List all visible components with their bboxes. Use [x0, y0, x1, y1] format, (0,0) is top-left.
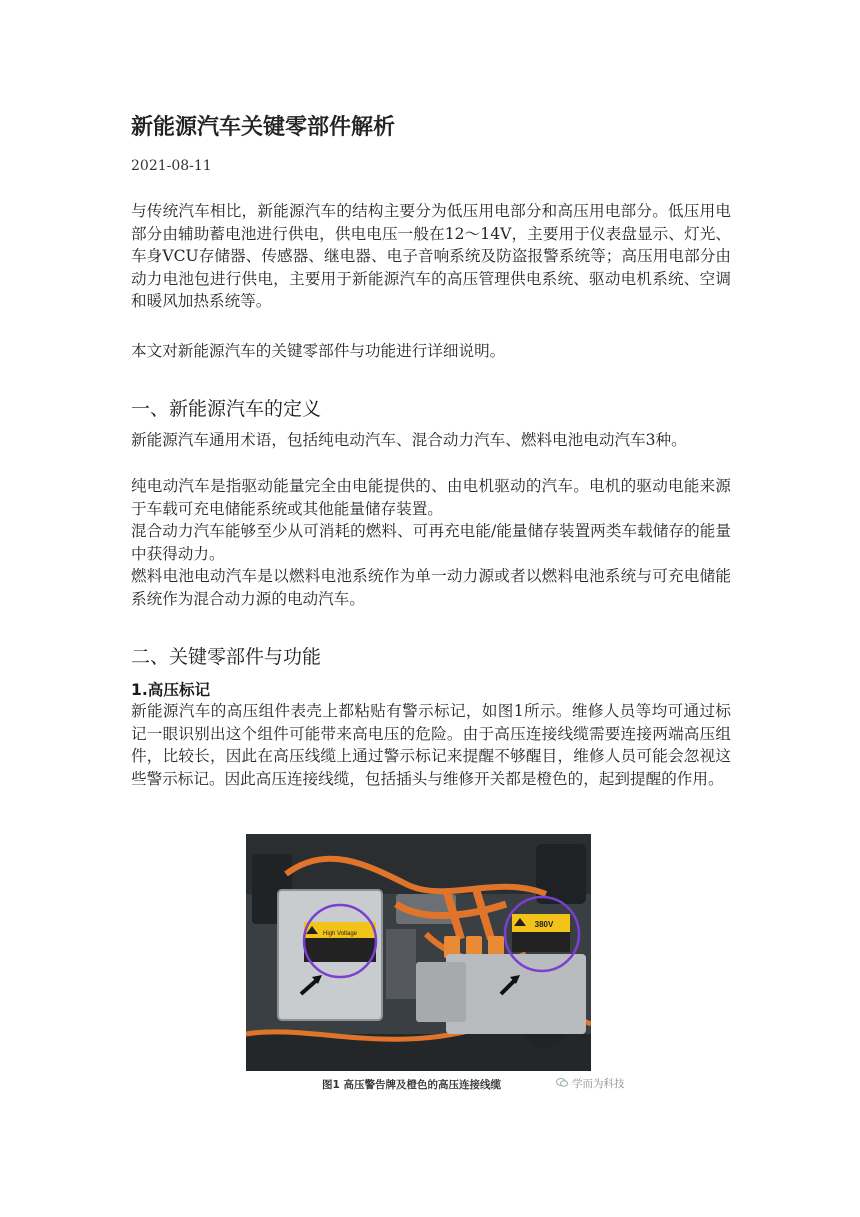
- section-1-paragraph-4: 燃料电池电动汽车是以燃料电池系统作为单一动力源或者以燃料电池系统与可充电储能系统作为混合动力源的电动汽车。: [131, 567, 731, 608]
- section-1-paragraph-3: 混合动力汽车能够至少从可消耗的燃料、可再充电能/能量储存装置两类车载储存的能量中获得动力。: [131, 522, 731, 563]
- subsection-1-heading: 1.高压标记: [131, 681, 211, 699]
- watermark-text: 学而为科技: [572, 1078, 625, 1090]
- section-1-paragraph-2: 纯电动汽车是指驱动能量完全由电能提供的、由电机驱动的汽车。电机的驱动电能来源于车载可充电储能系统或其他能量储存装置。: [131, 477, 731, 518]
- intro-paragraph-1: 与传统汽车相比，新能源汽车的结构主要分为低压用电部分和高压用电部分。低压用电部分由辅助蓄电池进行供电，供电电压一般在12～14V，主要用于仪表盘显示、灯光、车身VCU存储器、传感器、继电器、电子音响系统及防盗报警系统等；高压用电部分由动力电池包进行供电，主要用于新能源汽车的高压管理供电系统、驱动电机系统、空调和暖风加热系统等。: [131, 202, 731, 311]
- figure-1-photo: [246, 834, 591, 1071]
- figure-1-caption: 图1 高压警告牌及橙色的高压连接线缆: [322, 1079, 501, 1091]
- section-1-heading: 一、新能源汽车的定义: [131, 398, 322, 420]
- left-warning-label-text: High Voltage: [322, 931, 358, 937]
- wechat-icon: [556, 1078, 568, 1087]
- right-warning-label-text: 380V: [534, 920, 554, 929]
- source-watermark: [556, 1076, 625, 1091]
- publish-date: 2021-08-11: [131, 158, 212, 174]
- page-title: 新能源汽车关键零部件解析: [131, 115, 396, 140]
- section-2-heading: 二、关键零部件与功能: [131, 646, 322, 668]
- engine-bay-illustration: [246, 834, 591, 1071]
- intro-paragraph-2: 本文对新能源汽车的关键零部件与功能进行详细说明。: [131, 342, 506, 360]
- subsection-1-paragraph: 新能源汽车的高压组件表壳上都粘贴有警示标记，如图1所示。维修人员等均可通过标记一眼识别出这个组件可能带来高电压的危险。由于高压连接线缆需要连接两端高压组件，比较长，因此在高压线缆上通过警示标记来提醒不够醒目，维修人员可能会忽视这些警示标记。因此高压连接线缆，包括插头与维修开关都是橙色的，起到提醒的作用。: [131, 702, 731, 788]
- section-1-paragraph-1: 新能源汽车通用术语，包括纯电动汽车、混合动力汽车、燃料电池电动汽车3种。: [131, 431, 687, 449]
